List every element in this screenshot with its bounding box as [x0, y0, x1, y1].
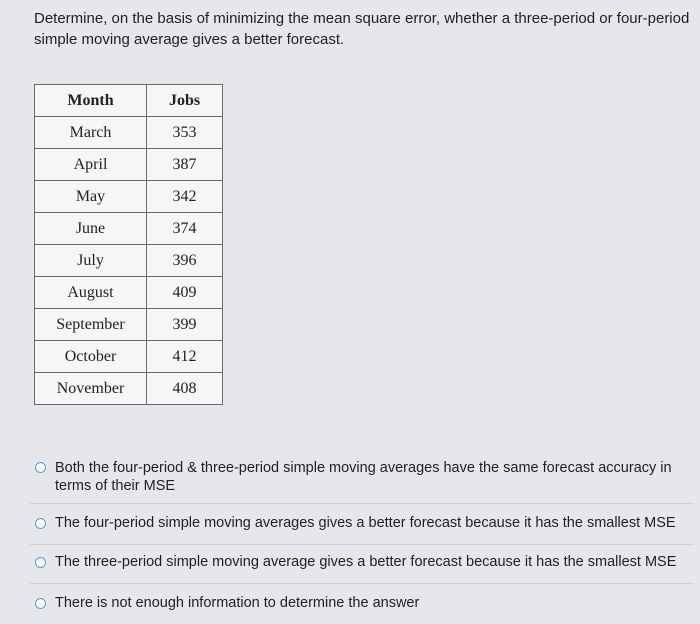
- jobs-table: [34, 84, 223, 405]
- radio-button-icon[interactable]: [35, 557, 46, 568]
- month-cell: April: [35, 149, 147, 181]
- answer-option-not-enough-info[interactable]: [30, 584, 694, 624]
- month-cell: May: [35, 181, 147, 213]
- jobs-cell: 374: [147, 213, 223, 245]
- table-row: [35, 181, 223, 213]
- radio-button-icon[interactable]: [35, 462, 46, 473]
- jobs-cell: 409: [147, 277, 223, 309]
- question-text: Determine, on the basis of minimizing the mean square error, whether a three-period or four-period simple moving average gives a better forecast.: [34, 10, 690, 48]
- jobs-cell: 396: [147, 245, 223, 277]
- month-cell: August: [35, 277, 147, 309]
- answer-option-same-accuracy[interactable]: [30, 455, 694, 504]
- table-row: [35, 213, 223, 245]
- jobs-cell: 408: [147, 373, 223, 405]
- table-row: [35, 117, 223, 149]
- answer-option-four-period[interactable]: [30, 504, 694, 545]
- answer-option-label: The three-period simple moving average gives a better forecast because it has the smallest MSE: [55, 554, 677, 570]
- answer-option-three-period[interactable]: [30, 545, 694, 584]
- answer-option-label: There is not enough information to determine the answer: [55, 595, 420, 611]
- table-row: [35, 245, 223, 277]
- jobs-cell: 387: [147, 149, 223, 181]
- table-header-row: [35, 85, 223, 117]
- answer-options: [30, 455, 694, 624]
- month-cell: October: [35, 341, 147, 373]
- column-header-month: Month: [35, 85, 147, 117]
- table-row: [35, 309, 223, 341]
- table-row: [35, 341, 223, 373]
- table-row: [35, 277, 223, 309]
- column-header-jobs: Jobs: [147, 85, 223, 117]
- table-row: [35, 149, 223, 181]
- jobs-cell: 353: [147, 117, 223, 149]
- month-cell: July: [35, 245, 147, 277]
- month-cell: September: [35, 309, 147, 341]
- jobs-cell: 342: [147, 181, 223, 213]
- jobs-cell: 399: [147, 309, 223, 341]
- jobs-cell: 412: [147, 341, 223, 373]
- answer-option-label: The four-period simple moving averages gives a better forecast because it has the smallest MSE: [55, 515, 676, 531]
- radio-button-icon[interactable]: [35, 598, 46, 609]
- radio-button-icon[interactable]: [35, 518, 46, 529]
- month-cell: November: [35, 373, 147, 405]
- table-row: [35, 373, 223, 405]
- answer-option-label: Both the four-period & three-period simple moving averages have the same forecast accuracy in terms of their MSE: [55, 460, 672, 494]
- month-cell: March: [35, 117, 147, 149]
- month-cell: June: [35, 213, 147, 245]
